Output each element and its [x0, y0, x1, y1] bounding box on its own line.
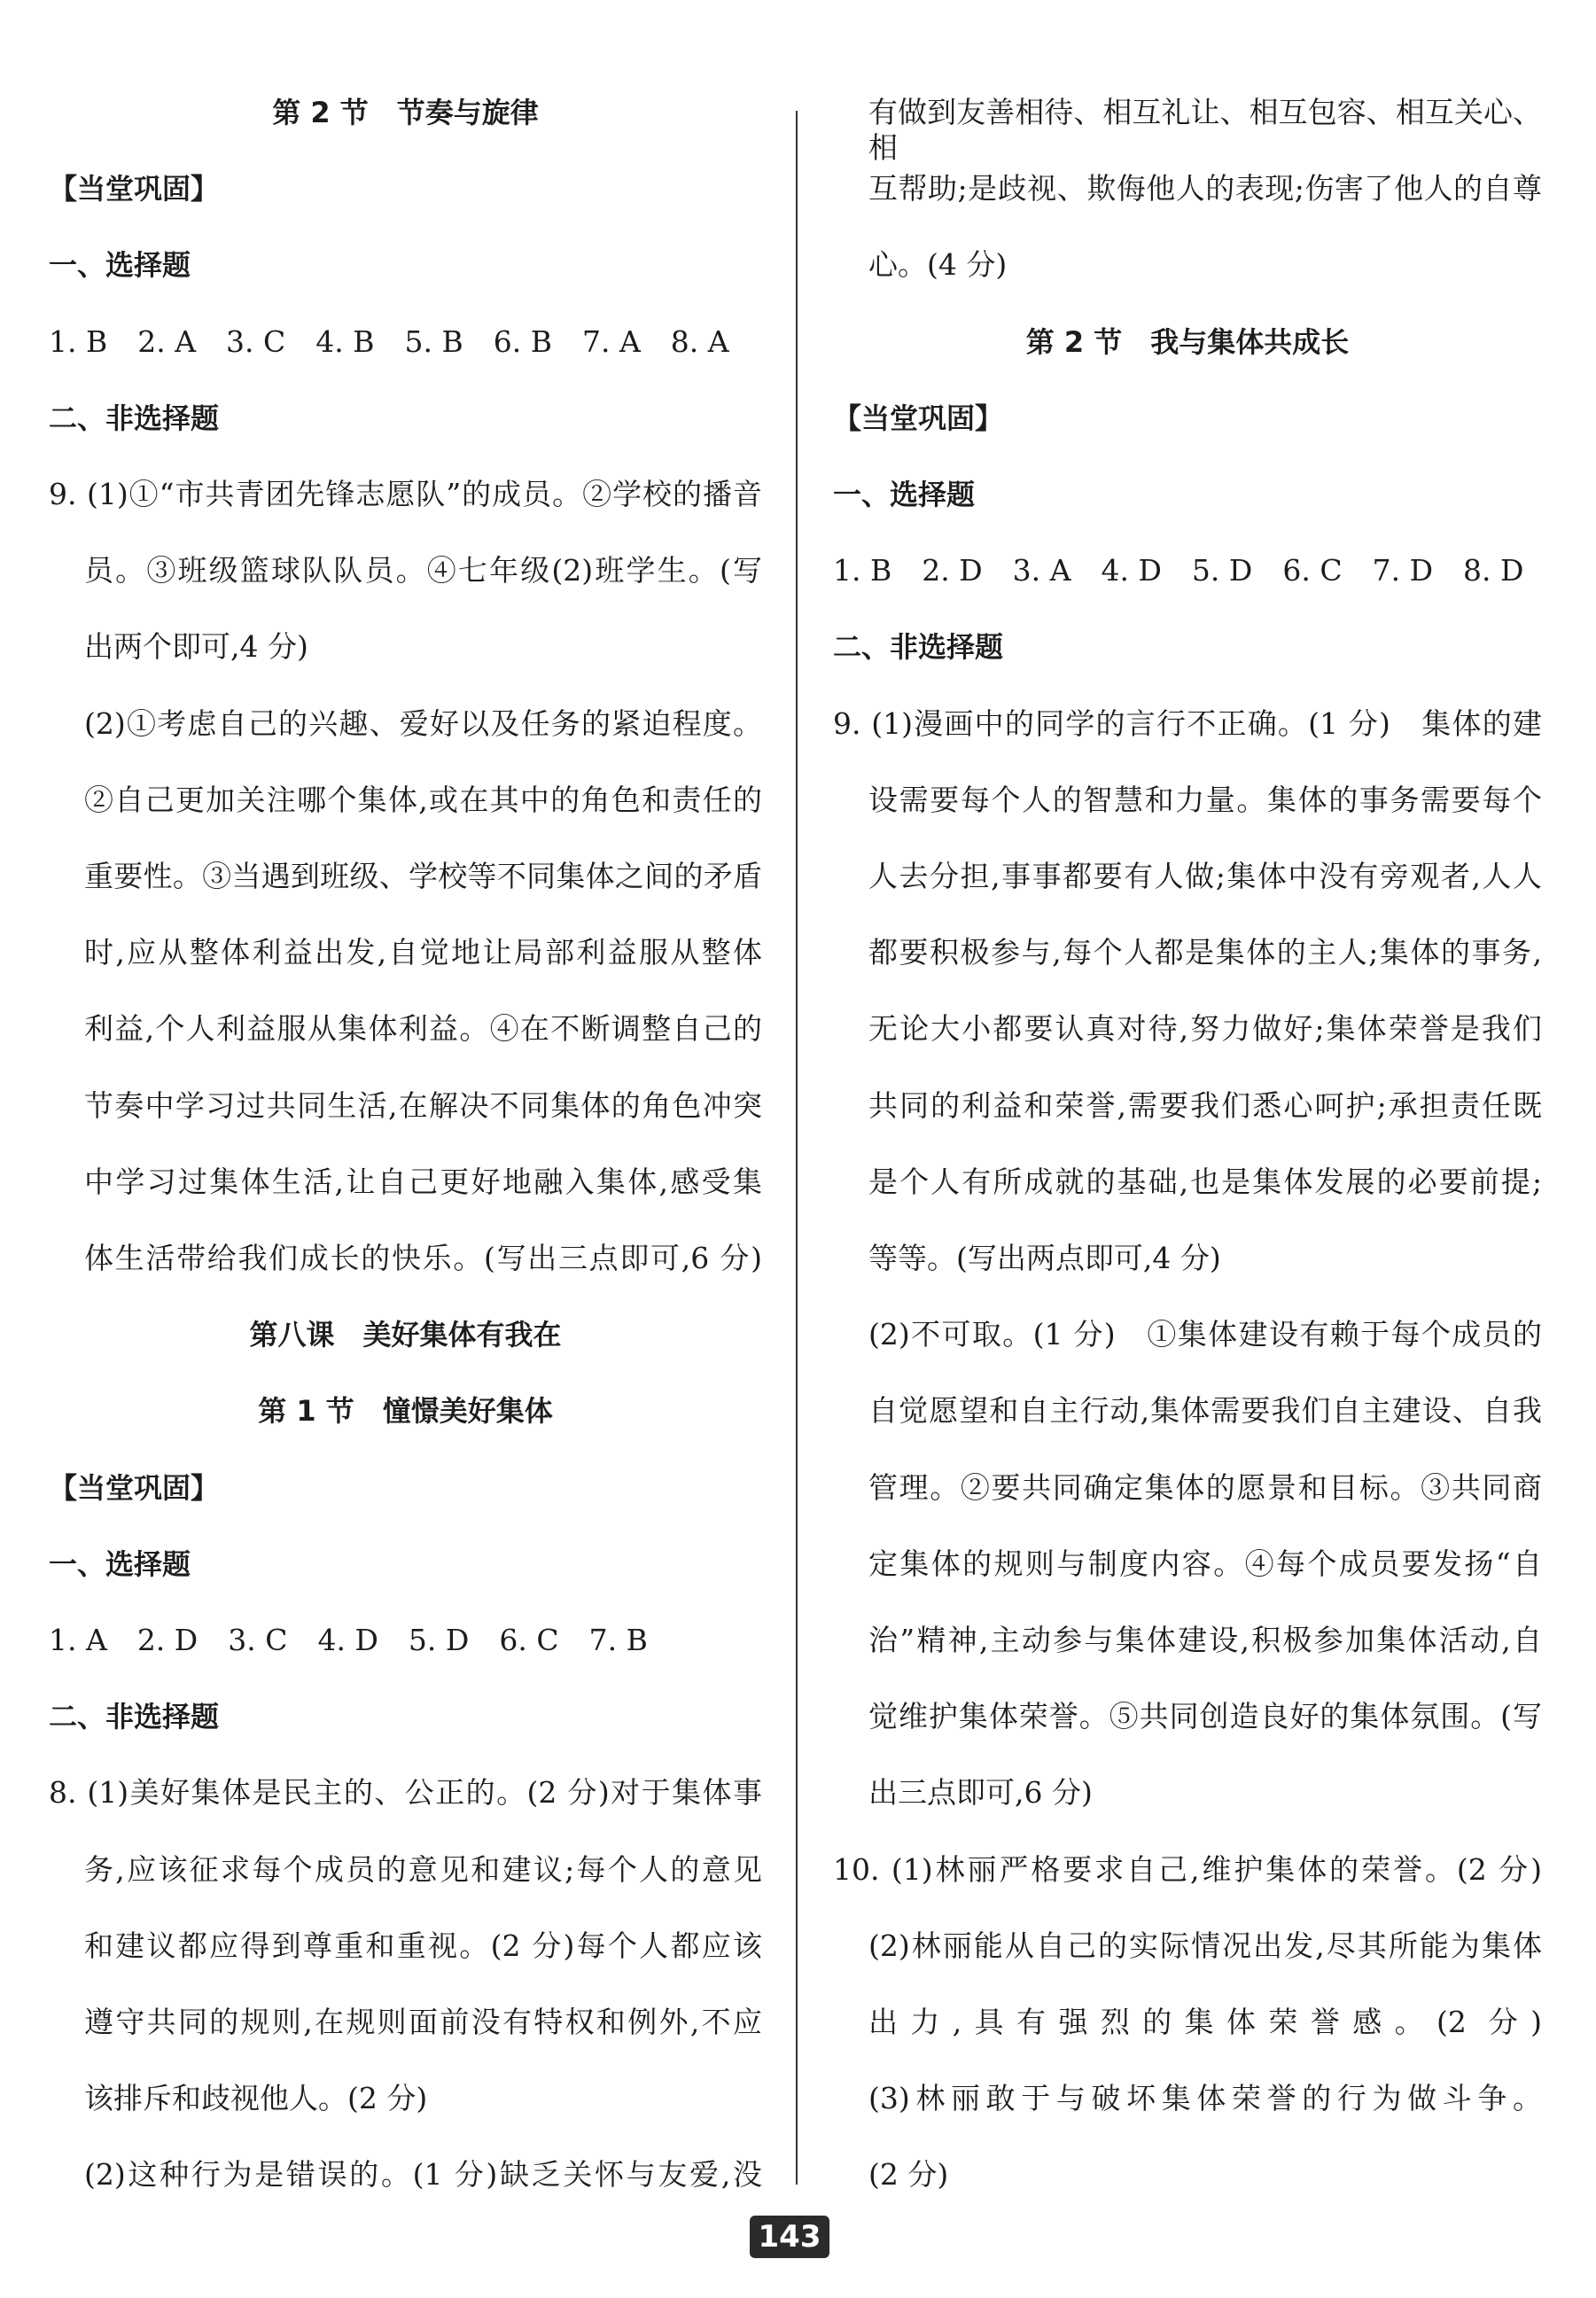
answer-item: 4. B	[315, 323, 375, 359]
text-line: 有做到友善相待、相互礼让、相互包容、相互关心、相	[868, 95, 1542, 165]
section-heading: 一、选择题	[833, 478, 976, 511]
answer-item: 3. C	[226, 323, 286, 359]
answer-item: 3. C	[228, 1623, 288, 1657]
text-line: 都要积极参与,每个人都是集体的主人;集体的事务,	[868, 935, 1542, 970]
answer-item: 2. D	[922, 553, 983, 588]
text-line: 中学习过集体生活,让自己更好地融入集体,感受集	[84, 1164, 762, 1199]
answer-item: 2. A	[137, 323, 197, 359]
text-line: ②自己更加关注哪个集体,或在其中的角色和责任的	[84, 782, 762, 817]
text-line: 利益,个人利益服从集体利益。④在不断调整自己的	[84, 1011, 762, 1047]
text-line: 和建议都应得到尊重和重视。(2 分)每个人都应该	[84, 1928, 762, 1963]
section-heading: 二、非选择题	[49, 401, 220, 435]
text-line: 无论大小都要认真对待,努力做好;集体荣誉是我们	[868, 1011, 1542, 1047]
text-line: 是个人有所成就的基础,也是集体发展的必要前提;	[868, 1164, 1542, 1199]
text-line: 人去分担,事事都要有人做;集体中没有旁观者,人人	[868, 859, 1542, 893]
text-line: 定集体的规则与制度内容。④每个成员要发扬“自	[868, 1546, 1542, 1581]
answer-item: 5. D	[408, 1623, 470, 1657]
text-line: (3)林丽敢于与破坏集体荣誉的行为做斗争。	[868, 2081, 1542, 2116]
text-line: 管理。②要共同确定集体的愿景和目标。③共同商	[868, 1469, 1542, 1505]
answer-item: 6. B	[493, 323, 552, 359]
text-line: 出三点即可,6 分)	[868, 1775, 1093, 1811]
text-line: 共同的利益和荣誉,需要我们悉心呵护;承担责任既	[868, 1087, 1542, 1123]
answer-item: 1. B	[49, 323, 108, 359]
section-heading: 【当堂巩固】	[49, 172, 220, 206]
text-line: 心。(4 分)	[868, 247, 1008, 283]
section-title: 第八课 美好集体有我在	[249, 1318, 562, 1352]
section-heading: 一、选择题	[49, 1546, 191, 1581]
text-line: 10. (1)林丽严格要求自己,维护集体的荣誉。(2 分)	[833, 1851, 1542, 1887]
page-number: 143	[750, 2216, 829, 2258]
text-line: 9. (1)漫画中的同学的言行不正确。(1 分) 集体的建	[833, 705, 1542, 741]
text-line: 出力,具有强烈的集体荣誉感。(2 分)	[868, 2005, 1542, 2039]
answer-item: 3. A	[1012, 553, 1071, 588]
text-line: 体生活带给我们成长的快乐。(写出三点即可,6 分)	[84, 1241, 762, 1275]
text-line: 9. (1)①“市共青团先锋志愿队”的成员。②学校的播音	[49, 477, 762, 511]
answer-row	[49, 324, 759, 360]
text-line: 设需要每个人的智慧和力量。集体的事务需要每个	[868, 782, 1542, 817]
section-title: 第 2 节 节奏与旋律	[272, 96, 539, 129]
text-line: 务,应该征求每个成员的意见和建议;每个人的意见	[84, 1851, 762, 1887]
answer-item: 2. D	[136, 1623, 199, 1657]
section-heading: 【当堂巩固】	[49, 1470, 220, 1505]
text-line: (2)①考虑自己的兴趣、爱好以及任务的紧迫程度。	[84, 705, 762, 741]
text-line: 觉维护集体荣誉。⑤共同创造良好的集体氛围。(写	[868, 1699, 1542, 1734]
text-line: 遵守共同的规则,在规则面前没有特权和例外,不应	[84, 2005, 762, 2039]
answer-item: 6. C	[499, 1623, 559, 1657]
answer-item: 5. D	[1191, 553, 1253, 588]
answer-item: 7. D	[1372, 553, 1434, 588]
section-heading: 一、选择题	[49, 248, 191, 283]
text-line: 8. (1)美好集体是民主的、公正的。(2 分)对于集体事	[49, 1775, 762, 1811]
answer-item: 8. D	[1463, 553, 1524, 588]
column-divider	[796, 111, 798, 2185]
text-line: 互帮助;是歧视、欺侮他人的表现;伤害了他人的自尊	[868, 171, 1542, 206]
section-heading: 【当堂巩固】	[833, 401, 1004, 435]
section-heading: 二、非选择题	[833, 630, 1004, 665]
answer-item: 5. B	[404, 323, 463, 359]
answer-item: 1. A	[49, 1623, 107, 1657]
text-line: 时,应从整体利益出发,自觉地让局部利益服从整体	[84, 935, 762, 970]
answer-row	[833, 553, 1553, 588]
text-line: 治”精神,主动参与集体建设,积极参加集体活动,自	[868, 1623, 1542, 1657]
text-line: (2)这种行为是错误的。(1 分)缺乏关怀与友爱,没	[84, 2157, 762, 2193]
answer-item: 7. B	[588, 1623, 648, 1657]
text-line: 重要性。③当遇到班级、学校等不同集体之间的矛盾	[84, 859, 762, 893]
answer-item: 1. B	[833, 553, 892, 588]
text-line: 员。③班级篮球队队员。④七年级(2)班学生。(写	[84, 553, 762, 588]
text-line: 该排斥和歧视他人。(2 分)	[84, 2081, 428, 2116]
text-line: 自觉愿望和自主行动,集体需要我们自主建设、自我	[868, 1393, 1542, 1429]
answer-item: 7. A	[581, 323, 641, 359]
answer-item: 6. C	[1282, 553, 1343, 588]
text-line: 等等。(写出两点即可,4 分)	[868, 1241, 1221, 1275]
text-line: 出两个即可,4 分)	[84, 629, 308, 665]
text-line: 节奏中学习过共同生活,在解决不同集体的角色冲突	[84, 1087, 762, 1123]
answer-row	[49, 1623, 678, 1658]
section-title: 第 1 节 憧憬美好集体	[258, 1394, 553, 1429]
text-line: (2)不可取。(1 分) ①集体建设有赖于每个成员的	[868, 1317, 1542, 1352]
answer-item: 4. D	[317, 1623, 378, 1657]
section-title: 第 2 节 我与集体共成长	[1025, 324, 1350, 359]
section-heading: 二、非选择题	[49, 1700, 220, 1734]
text-line: (2 分)	[868, 2157, 949, 2193]
text-line: (2)林丽能从自己的实际情况出发,尽其所能为集体	[868, 1928, 1542, 1963]
answer-item: 8. A	[670, 323, 729, 359]
answer-item: 4. D	[1101, 553, 1162, 588]
